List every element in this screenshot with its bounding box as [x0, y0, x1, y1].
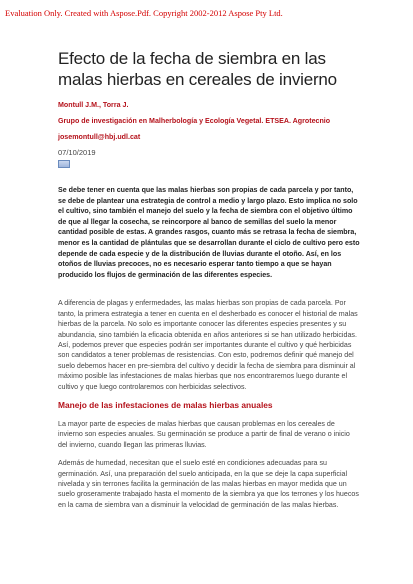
watermark: Evaluation Only. Created with Aspose.Pdf. Copyright 2002-2012 Aspose Pty Ltd.	[5, 8, 283, 18]
intro-paragraph: A diferencia de plagas y enfermedades, las malas hierbas son propias de cada parcela. Por tanto, la primera estrategia a tener en cuenta en el desherbado es conocer el historial de malas hierbas de la parcela. No solo es importante conocer las diferentes especies presentes y su abundancia, sino también la eficacia obtenida en años anteriores si se han utilizado herbicidas. Así, podemos prever que especies podrán ser importantes durante el cultivo y qué herbicidas son candidatos a tener problemas de resistencias. Con esto, podremos definir qué manejo del suelo debemos hacer en pre-siembra del cultivo y decidir la fecha de siembra para disminuir al máximo posible las infestaciones de malas hierbas que nos encontraremos luego durante el cultivo y que luego controlaremos con herbicidas selectivos.	[58, 299, 358, 391]
publish-date: 07/10/2019	[58, 148, 96, 157]
article-title: Efecto de la fecha de siembra en las malas hierbas en cereales de invierno	[58, 49, 337, 89]
language-flag-icon[interactable]	[58, 160, 70, 168]
section-paragraph-1: La mayor parte de especies de malas hierbas que causan problemas en los cereales de invierno son especies anuales. Su germinación se produce a partir de final de verano o inicio del invierno, cuando llegan las primeras lluvias.	[58, 420, 350, 449]
article	[58, 48, 360, 518]
authors[interactable]: Montull J.M., Torra J.	[58, 101, 129, 109]
email-link[interactable]: josemontull@hbj.udl.cat	[58, 133, 141, 141]
abstract: Se debe tener en cuenta que las malas hierbas son propias de cada parcela y por tanto, se debe de plantear una estrategia de control a medio y largo plazo. Esto implica no solo el cultivo, sino también el manejo del suelo y la fecha de siembra con el objetivo último de que al llegar la cosecha, se reincorpore al banco de semillas del suelo la menor cantidad posible de estas. A grandes rasgos, cuanto más se retrasa la fecha de siembra, menor es la cantidad de plántulas que se desarrollan durante el ciclo de cultivo pero esto depende de cada especie y de la distribución de lluvias durante el otoño. Así, en los otoños de lluvias precoces, no es necesario esperar tanto tiempo a que se hayan producido los flujos de germinación de las diferentes especies.	[58, 186, 360, 279]
section-heading: Manejo de las infestaciones de malas hierbas anuales	[58, 400, 273, 410]
affiliation: Grupo de investigación en Malherbología y Ecología Vegetal. ETSEA. Agrotecnio	[58, 117, 331, 125]
section-paragraph-2: Además de humedad, necesitan que el suelo esté en condiciones adecuadas para su germinación. Así, una preparación del suelo anticipada, en la que se deje la capa superficial nivelada y sin terrones facilita la germinación de las malas hierbas en mayor medida que un suelo groseramente trabajado hasta el momento de la siembra ya que los terrones y los huecos en la cama de siembra van a disminuir la velocidad de germinación de las malas hierbas.	[58, 459, 359, 509]
